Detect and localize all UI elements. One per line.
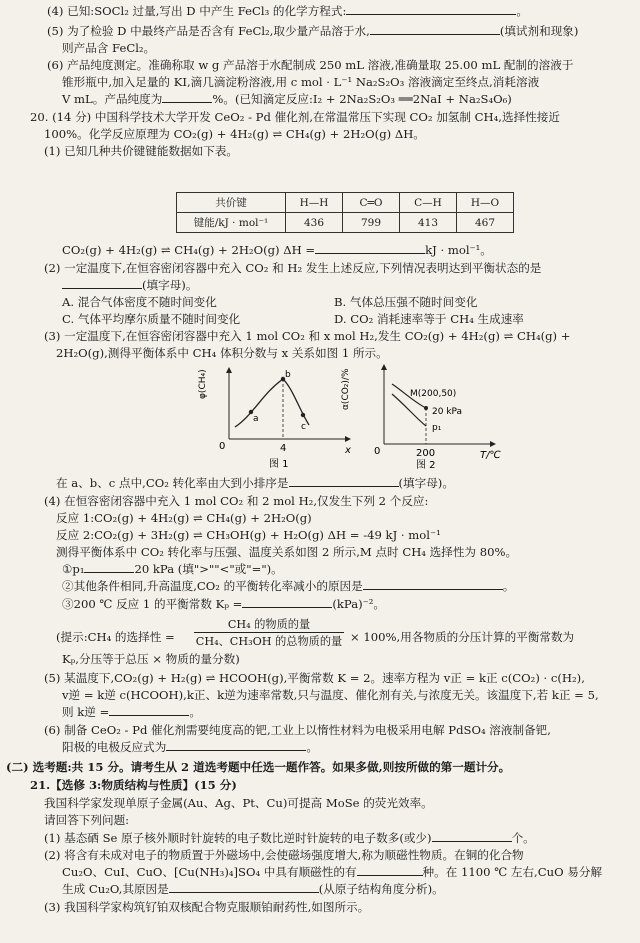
q20-6b: 阳极的电极反应式为 。 bbox=[62, 740, 318, 754]
q20-4-2: ②其他条件相同,升高温度,CO₂ 的平衡转化率减小的原因是 。 bbox=[62, 579, 515, 593]
y-label: α(CO₂)/% bbox=[341, 368, 351, 410]
q19-5a: (5) 为了检验 D 中最终产品是否含有 FeCl₂,取少量产品溶于水, (填试剂和现象) bbox=[47, 24, 579, 38]
caption: 图 2 bbox=[416, 460, 436, 471]
table-header: C—H bbox=[400, 193, 457, 213]
q21-2b: Cu₂O、CuI、CuO、[Cu(NH₃)₄]SO₄ 中具有顺磁性的有 种。在 1100 ℃ 左右,CuO 易分解 bbox=[62, 865, 603, 879]
x-tick: 4 bbox=[280, 443, 287, 454]
table-header: 共价键 bbox=[177, 193, 286, 213]
q20-3: (3) 一定温度下,在恒容密闭容器中充入 1 mol CO₂ 和 x mol H₂,发生 CO₂(g) + 4H₂(g) ⇌ CH₄(g) + bbox=[44, 329, 571, 343]
q20-2: (2) 一定温度下,在恒容密闭容器中充入 CO₂ 和 H₂ 发生上述反应,下列情况表明达到平衡状态的是 bbox=[44, 261, 542, 275]
label-b: b bbox=[285, 370, 291, 380]
q21-3: (3) 我国科学家构筑钌铂双核配合物克服顺铂耐药性,如图所示。 bbox=[44, 900, 370, 914]
q21-prompt: 请回答下列问题: bbox=[44, 813, 130, 827]
q20-4: (4) 在恒容密闭容器中充入 1 mol CO₂ 和 2 mol H₂,仅发生下列 2 个反应: bbox=[44, 494, 429, 508]
table-header: C═O bbox=[343, 193, 400, 213]
table-cell: 436 bbox=[286, 213, 343, 233]
hint-c: Kₚ,分压等于总压 × 物质的量分数) bbox=[62, 652, 240, 666]
q20-3b: 2H₂O(g),测得平衡体系中 CH₄ 体积分数与 x 关系如图 1 所示。 bbox=[56, 346, 388, 360]
q21-1: (1) 基态硒 Se 原子核外顺时针旋转的电子数比逆时针旋转的电子数多(或少) 个。 bbox=[44, 831, 535, 845]
figure-2 bbox=[341, 360, 510, 471]
curve bbox=[235, 379, 309, 427]
series-p1: p₁ bbox=[432, 423, 442, 433]
x-label: T/℃ bbox=[480, 450, 501, 461]
figure-1 bbox=[198, 365, 355, 473]
answer-blank[interactable] bbox=[84, 562, 134, 573]
q20-4-measure: 测得平衡体系中 CO₂ 转化率与压强、温度关系如图 2 所示,M 点时 CH₄ 选择性为 80%。 bbox=[56, 545, 518, 559]
origin-label: 0 bbox=[219, 441, 226, 452]
section-2-header: (二) 选考题:共 15 分。请考生从 2 道选考题中任选一题作答。如果多做,则按所做的第一题计分。 bbox=[6, 760, 511, 774]
q20-2b: (填字母)。 bbox=[62, 278, 197, 292]
answer-blank[interactable] bbox=[289, 476, 399, 487]
label-a: a bbox=[253, 414, 259, 424]
q21-2c: 生成 Cu₂O,其原因是 (从原子结构角度分析)。 bbox=[62, 882, 444, 896]
x-label: x bbox=[345, 445, 351, 456]
q21-stem: 我国科学家发现单原子金属(Au、Ag、Pt、Cu)可提高 MoSe 的荧光效率。 bbox=[44, 796, 433, 810]
bond-energy-table bbox=[176, 192, 514, 233]
q20-stem-2: 100%。化学反应原理为 CO₂(g) + 4H₂(g) ⇌ CH₄(g) + 2H₂O(g) ΔH。 bbox=[44, 127, 425, 141]
q19-6a: (6) 产品纯度测定。准确称取 w g 产品溶于水配制成 250 mL 溶液,准确量取 25.00 mL 配制的溶液于 bbox=[47, 58, 574, 72]
option-c: C. 气体平均摩尔质量不随时间变化 bbox=[62, 312, 241, 326]
table-cell: 413 bbox=[400, 213, 457, 233]
caption: 图 1 bbox=[269, 459, 289, 470]
series-20kpa: 20 kPa bbox=[432, 407, 463, 417]
option-d: D. CO₂ 消耗速率等于 CH₄ 生成速率 bbox=[334, 312, 524, 326]
answer-blank[interactable] bbox=[432, 831, 512, 842]
table-cell: 799 bbox=[343, 213, 400, 233]
q19-5b: 则产品含 FeCl₂。 bbox=[62, 41, 156, 55]
q20-5a: (5) 某温度下,CO₂(g) + H₂(g) ⇌ HCOOH(g),平衡常数 K = 2。速率方程为 v正 = k正 c(CO₂) · c(H₂), bbox=[44, 671, 585, 685]
table-cell: 467 bbox=[457, 213, 514, 233]
q20-4-3: ③200 ℃ 反应 1 的平衡常数 Kₚ = (kPa)⁻²。 bbox=[62, 597, 385, 611]
reaction-1: 反应 1:CO₂(g) + 4H₂(g) ⇌ CH₄(g) + 2H₂O(g) bbox=[56, 511, 312, 525]
frac-numerator: CH₄ 的物质的量 bbox=[227, 618, 311, 631]
answer-blank[interactable] bbox=[166, 740, 306, 751]
point-m bbox=[424, 406, 428, 410]
table-header: H—O bbox=[457, 193, 514, 213]
q20-5c: 则 k逆 = 。 bbox=[62, 705, 201, 719]
answer-blank[interactable] bbox=[162, 92, 212, 103]
option-a: A. 混合气体密度不随时间变化 bbox=[62, 295, 217, 309]
y-label: φ(CH₄) bbox=[198, 369, 208, 399]
q20-1-dh: CO₂(g) + 4H₂(g) ⇌ CH₄(g) + 2H₂O(g) ΔH = kJ · mol⁻¹。 bbox=[62, 243, 492, 257]
answer-blank[interactable] bbox=[363, 579, 503, 590]
x-tick: 200 bbox=[416, 448, 436, 459]
answer-blank[interactable] bbox=[169, 882, 319, 893]
q19-6c: V mL。产品纯度为 %。(已知滴定反应:I₂ + 2Na₂S₂O₃ ══2NaI + Na₂S₄O₆) bbox=[62, 92, 512, 106]
q20-3c: 在 a、b、c 点中,CO₂ 转化率由大到小排序是 (填字母)。 bbox=[56, 476, 454, 490]
q20-6a: (6) 制备 CeO₂ - Pd 催化剂需要纯度高的钯,工业上以惰性材料为电极采用电解 PdSO₄ 溶液制备钯, bbox=[44, 723, 551, 737]
q20-4-1: ①p₁ 20 kPa (填">""<"或"=")。 bbox=[62, 562, 283, 576]
option-b: B. 气体总压强不随时间变化 bbox=[334, 295, 478, 309]
q21-2a: (2) 将含有未成对电子的物质置于外磁场中,会使磁场强度增大,称为顺磁性物质。在铜的化合物 bbox=[44, 848, 524, 862]
answer-blank[interactable] bbox=[242, 597, 332, 608]
table-header: H—H bbox=[286, 193, 343, 213]
hint-b: × 100%,用各物质的分压计算的平衡常数为 bbox=[350, 630, 575, 644]
selectivity-fraction bbox=[194, 616, 344, 649]
hint-a: (提示:CH₄ 的选择性 = bbox=[56, 630, 175, 644]
q20-stem: 20. (14 分) 中国科学技术大学开发 CeO₂ - Pd 催化剂,在常温常压下实现 CO₂ 加氢制 CH₄,选择性接近 bbox=[30, 110, 560, 124]
answer-blank[interactable] bbox=[346, 4, 516, 15]
q20-5b: v逆 = k逆 c(HCOOH),k正、k逆为速率常数,只与温度、催化剂有关,与浓度无关。该温度下,若 k正 = 5, bbox=[62, 688, 599, 702]
answer-blank[interactable] bbox=[315, 243, 425, 254]
table-row-label: 键能/kJ · mol⁻¹ bbox=[177, 213, 286, 233]
m-label: M(200,50) bbox=[410, 389, 457, 399]
q20-1: (1) 已知几种共价键键能数据如下表。 bbox=[44, 144, 239, 158]
label-c: c bbox=[301, 422, 306, 432]
frac-denominator: CH₄、CH₃OH 的总物质的量 bbox=[194, 632, 344, 649]
answer-blank[interactable] bbox=[109, 705, 189, 716]
q21-title: 21.【选修 3:物质结构与性质】(15 分) bbox=[30, 778, 237, 792]
point-c bbox=[301, 413, 305, 417]
q19-4: (4) 已知:SOCl₂ 过量,写出 D 中产生 FeCl₃ 的化学方程式: 。 bbox=[47, 4, 529, 18]
reaction-2: 反应 2:CO₂(g) + 3H₂(g) ⇌ CH₃OH(g) + H₂O(g) ΔH = -49 kJ · mol⁻¹ bbox=[56, 528, 441, 542]
answer-blank[interactable] bbox=[370, 24, 500, 35]
answer-blank[interactable] bbox=[357, 865, 423, 876]
answer-blank[interactable] bbox=[62, 278, 142, 289]
origin-label: 0 bbox=[374, 446, 381, 457]
q19-6b: 锥形瓶中,加入足量的 KI,滴几滴淀粉溶液,用 c mol · L⁻¹ Na₂S₂O₃ 溶液滴定至终点,消耗溶液 bbox=[62, 75, 540, 89]
